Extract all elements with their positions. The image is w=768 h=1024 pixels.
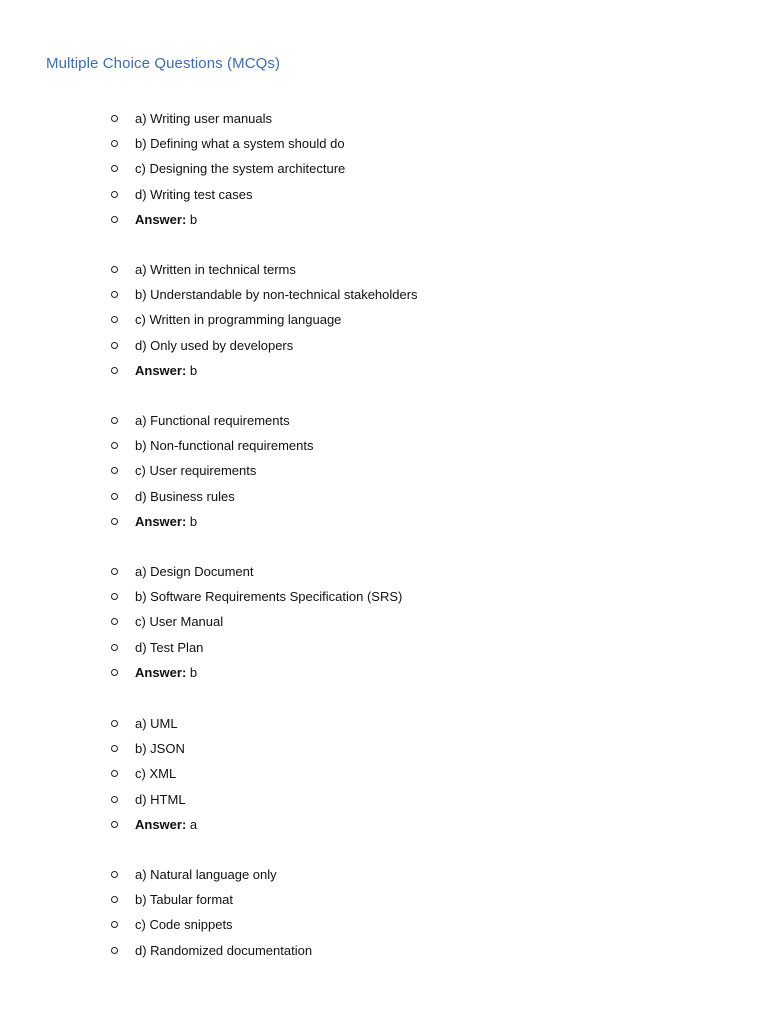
option-item — [108, 182, 728, 207]
option-text: c) Written in programming language — [135, 312, 342, 328]
circle-bullet-icon — [111, 644, 118, 651]
answer-value: b — [189, 513, 198, 529]
circle-bullet-icon — [111, 896, 118, 903]
option-item — [108, 635, 728, 660]
option-item — [108, 609, 728, 634]
option-text: b) JSON — [135, 741, 185, 757]
circle-bullet-icon — [111, 745, 118, 752]
option-text: a) Design Document — [135, 564, 254, 579]
circle-bullet-icon — [111, 165, 118, 172]
option-text: a) Writing user manuals — [135, 111, 273, 126]
circle-bullet-icon — [111, 417, 118, 424]
circle-bullet-icon — [111, 568, 118, 575]
option-item — [108, 584, 728, 609]
option-text: d) Test Plan — [135, 639, 204, 655]
answer-text — [135, 207, 197, 232]
circle-bullet-icon — [111, 266, 118, 273]
circle-bullet-icon — [111, 518, 118, 525]
option-item — [108, 333, 728, 358]
circle-bullet-icon — [111, 367, 118, 374]
answer-text — [135, 660, 197, 685]
answer-item — [108, 358, 728, 383]
circle-bullet-icon — [111, 947, 118, 954]
option-item — [108, 736, 728, 761]
circle-bullet-icon — [111, 316, 118, 323]
option-text: d) Only used by developers — [135, 337, 294, 353]
option-text: b) Non-functional requirements — [135, 438, 314, 454]
answer-label: Answer: — [135, 211, 187, 227]
option-text: c) User requirements — [135, 463, 257, 479]
option-item — [108, 711, 728, 736]
page-title: Multiple Choice Questions (MCQs) — [46, 55, 281, 72]
circle-bullet-icon — [111, 669, 118, 676]
circle-bullet-icon — [111, 140, 118, 147]
circle-bullet-icon — [111, 720, 118, 727]
answer-item — [108, 812, 728, 837]
circle-bullet-icon — [111, 593, 118, 600]
option-item — [108, 257, 728, 282]
option-text: a) Natural language only — [135, 867, 277, 882]
answer-text — [135, 812, 197, 837]
circle-bullet-icon — [111, 796, 118, 803]
option-text: d) Business rules — [135, 488, 235, 504]
answer-value: b — [189, 664, 198, 680]
circle-bullet-icon — [111, 342, 118, 349]
answer-value: b — [189, 211, 198, 227]
circle-bullet-icon — [111, 770, 118, 777]
answer-item — [108, 509, 728, 534]
option-text: d) HTML — [135, 791, 186, 807]
circle-bullet-icon — [111, 291, 118, 298]
answer-text — [135, 509, 197, 534]
circle-bullet-icon — [111, 921, 118, 928]
option-text: a) UML — [135, 716, 178, 731]
question-block — [108, 408, 728, 534]
circle-bullet-icon — [111, 115, 118, 122]
option-item — [108, 559, 728, 584]
option-text: d) Randomized documentation — [135, 942, 313, 958]
option-text: c) Designing the system architecture — [135, 161, 346, 177]
circle-bullet-icon — [111, 618, 118, 625]
question-block — [108, 106, 728, 232]
option-item — [108, 131, 728, 156]
option-item — [108, 862, 728, 887]
answer-label: Answer: — [135, 513, 187, 529]
question-block — [108, 257, 728, 383]
option-item — [108, 408, 728, 433]
option-text: c) XML — [135, 766, 177, 782]
option-item — [108, 282, 728, 307]
option-item — [108, 912, 728, 937]
option-item — [108, 458, 728, 483]
question-block — [108, 711, 728, 837]
option-text: b) Defining what a system should do — [135, 136, 345, 152]
option-item — [108, 484, 728, 509]
circle-bullet-icon — [111, 467, 118, 474]
circle-bullet-icon — [111, 216, 118, 223]
circle-bullet-icon — [111, 821, 118, 828]
circle-bullet-icon — [111, 871, 118, 878]
question-block — [108, 559, 728, 685]
answer-label: Answer: — [135, 816, 187, 832]
option-text: a) Written in technical terms — [135, 262, 296, 277]
option-item — [108, 433, 728, 458]
option-text: b) Understandable by non-technical stakeholders — [135, 287, 418, 303]
circle-bullet-icon — [111, 191, 118, 198]
option-text: c) User Manual — [135, 614, 224, 630]
option-text: a) Functional requirements — [135, 413, 290, 428]
circle-bullet-icon — [111, 442, 118, 449]
option-item — [108, 787, 728, 812]
answer-text — [135, 358, 197, 383]
option-item — [108, 761, 728, 786]
option-text: b) Software Requirements Specification (SRS) — [135, 589, 403, 605]
answer-value: a — [189, 816, 198, 832]
option-text: c) Code snippets — [135, 917, 233, 933]
option-text: d) Writing test cases — [135, 186, 253, 202]
answer-item — [108, 207, 728, 232]
answer-value: b — [189, 362, 198, 378]
question-block — [108, 862, 728, 963]
option-item — [108, 106, 728, 131]
option-item — [108, 938, 728, 963]
option-text: b) Tabular format — [135, 892, 234, 908]
option-item — [108, 887, 728, 912]
option-item — [108, 156, 728, 181]
answer-label: Answer: — [135, 664, 187, 680]
option-item — [108, 307, 728, 332]
circle-bullet-icon — [111, 493, 118, 500]
answer-item — [108, 660, 728, 685]
answer-label: Answer: — [135, 362, 187, 378]
